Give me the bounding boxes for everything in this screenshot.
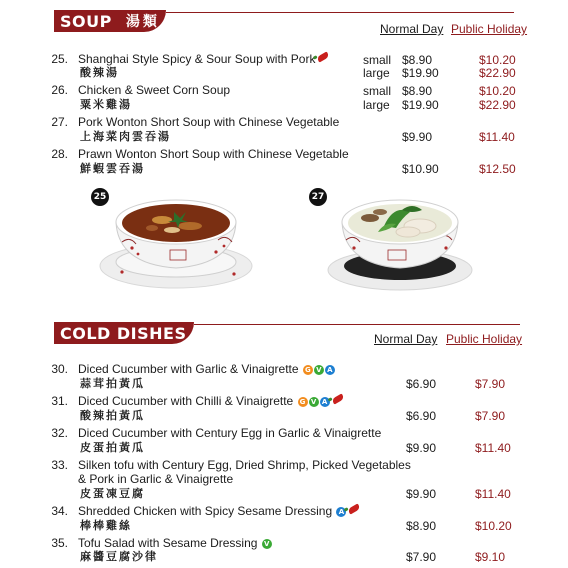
item-number: 34. — [51, 504, 68, 518]
price-normal: $8.90 — [402, 84, 433, 98]
price-normal: $19.90 — [402, 98, 439, 112]
item-name-row — [78, 363, 335, 376]
item-name: Silken tofu with Century Egg, Dried Shrimp, Picked Vegetables — [78, 458, 411, 472]
bowl-wonton-soup-image — [318, 182, 482, 294]
price-normal: $8.90 — [406, 519, 437, 533]
vegetarian-badge: V — [309, 397, 319, 407]
price-holiday: $7.90 — [475, 377, 506, 391]
photo-label-25: 25 — [91, 188, 109, 206]
item-name-cn: 酸辣湯 — [80, 67, 119, 79]
price-holiday: $10.20 — [479, 84, 516, 98]
bowl-spicy-soup-image — [92, 182, 262, 292]
price-holiday: $22.90 — [479, 66, 516, 80]
price-holiday: $10.20 — [475, 519, 512, 533]
price-holiday: $9.10 — [475, 550, 506, 564]
item-name-row — [78, 505, 360, 518]
price-holiday: $11.40 — [475, 441, 511, 455]
price-normal: $9.90 — [402, 130, 433, 144]
item-number: 25. — [51, 52, 68, 66]
chili-icon — [331, 393, 344, 404]
item-name: Diced Cucumber with Century Egg in Garlic & Vinaigrette — [78, 426, 382, 440]
price-normal: $6.90 — [406, 409, 437, 423]
size-large: large — [363, 98, 390, 112]
cold-dishes-section-title: COLD DISHES — [60, 323, 187, 343]
vegetarian-badge: V — [262, 539, 272, 549]
item-number: 35. — [51, 536, 68, 550]
vegetarian-badge: V — [314, 365, 324, 375]
item-name-cn: 上海菜肉雲吞湯 — [80, 131, 171, 143]
price-normal: $9.90 — [406, 487, 437, 501]
item-name-cn: 棒棒雞絲 — [80, 520, 132, 532]
allergen-badge: A — [336, 507, 346, 517]
item-name: Diced Cucumber with Chilli & Vinaigrette — [78, 394, 294, 408]
item-name-row — [78, 395, 344, 408]
price-holiday: $10.20 — [479, 53, 516, 67]
item-name-cn: 鮮蝦雲吞湯 — [80, 163, 145, 175]
item-name-cn: 粟米雞湯 — [80, 99, 132, 111]
soup-section-title: SOUP — [60, 11, 112, 31]
soup-section-title-cn: 湯類 — [125, 13, 160, 29]
price-normal: $9.90 — [406, 441, 437, 455]
price-normal: $10.90 — [402, 162, 439, 176]
price-holiday: $12.50 — [479, 162, 516, 176]
chili-icon — [317, 51, 330, 62]
gluten-free-badge: G — [303, 365, 313, 375]
size-small: small — [363, 84, 392, 98]
item-number: 28. — [51, 147, 68, 161]
cold-public-holiday-header: Public Holiday — [446, 332, 523, 346]
item-number: 32. — [51, 426, 68, 440]
item-name-cn: 酸辣拍黃瓜 — [80, 410, 145, 422]
item-name: Tofu Salad with Sesame Dressing — [78, 536, 258, 550]
item-name: Chicken & Sweet Corn Soup — [78, 83, 231, 97]
item-name: Shanghai Style Spicy & Sour Soup with Pork — [78, 52, 316, 66]
chili-icon — [348, 503, 361, 514]
cold-normal-day-header: Normal Day — [374, 332, 438, 346]
item-name: Shredded Chicken with Spicy Sesame Dressing — [78, 504, 333, 518]
size-large: large — [363, 66, 390, 80]
item-name-cn: 蒜茸拍黃瓜 — [80, 378, 145, 390]
item-name: Prawn Wonton Short Soup with Chinese Vegetable — [78, 147, 349, 161]
item-name-cn: 皮蛋拍黃瓜 — [80, 442, 145, 454]
soup-normal-day-header: Normal Day — [380, 22, 444, 36]
price-holiday: $22.90 — [479, 98, 516, 112]
item-name-cn: 麻醬豆腐沙律 — [80, 551, 158, 563]
item-number: 31. — [51, 394, 68, 408]
item-name-row — [78, 53, 329, 66]
item-name: Diced Cucumber with Garlic & Vinaigrette — [78, 362, 299, 376]
photo-label-27: 27 — [309, 188, 327, 206]
price-holiday: $7.90 — [475, 409, 506, 423]
price-holiday: $11.40 — [479, 130, 515, 144]
item-name: Pork Wonton Short Soup with Chinese Vegetable — [78, 115, 340, 129]
item-name-row — [78, 537, 272, 550]
item-name-cn: 皮蛋凍豆腐 — [80, 488, 145, 500]
allergen-badge: A — [325, 365, 335, 375]
item-number: 33. — [51, 458, 68, 472]
allergen-badge: A — [320, 397, 330, 407]
item-number: 27. — [51, 115, 68, 129]
item-name-continued: & Pork in Garlic & Vinaigrette — [78, 472, 234, 486]
price-normal: $19.90 — [402, 66, 439, 80]
size-small: small — [363, 53, 392, 67]
price-normal: $7.90 — [406, 550, 437, 564]
item-number: 30. — [51, 362, 68, 376]
gluten-free-badge: G — [298, 397, 308, 407]
item-number: 26. — [51, 83, 68, 97]
soup-section-banner — [54, 10, 514, 32]
soup-public-holiday-header: Public Holiday — [451, 22, 528, 36]
price-normal: $8.90 — [402, 53, 433, 67]
price-holiday: $11.40 — [475, 487, 511, 501]
price-normal: $6.90 — [406, 377, 437, 391]
